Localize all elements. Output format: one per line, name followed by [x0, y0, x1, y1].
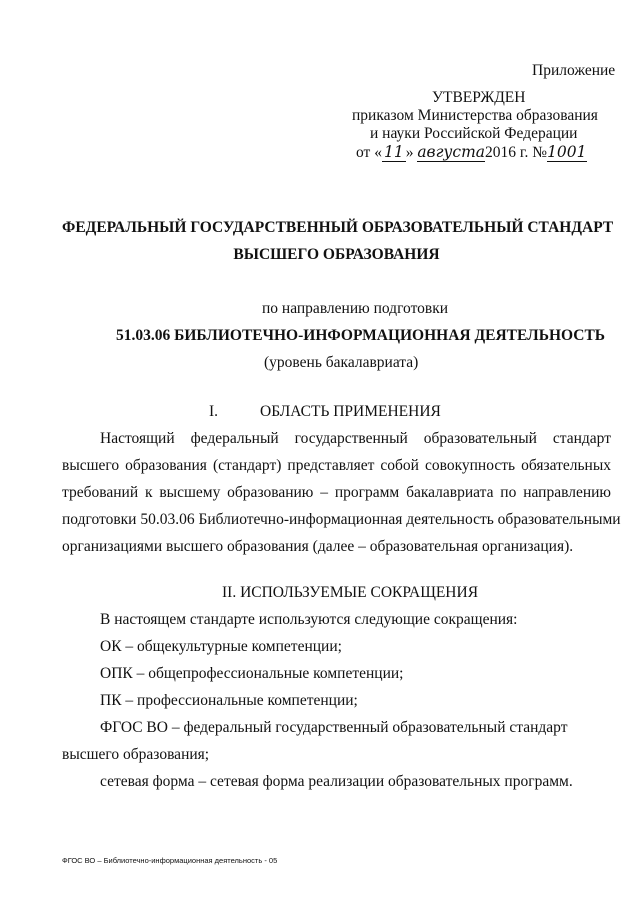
date-month: августа — [417, 143, 486, 161]
section-1-line-5: организациями высшего образования (далее – образовательная организация). — [62, 538, 574, 555]
abbrev-fgos-cont: высшего образования; — [62, 746, 210, 763]
abbrev-fgos: ФГОС ВО – федеральный государственный образовательный стандарт — [100, 719, 568, 736]
appendix-label: Приложение — [532, 62, 616, 79]
document-title-line-1: ФЕДЕРАЛЬНЫЙ ГОСУДАРСТВЕННЫЙ ОБРАЗОВАТЕЛЬНЫЙ СТАНДАРТ — [62, 219, 614, 236]
order-number: 1001 — [547, 143, 587, 161]
order-date-line — [356, 143, 587, 162]
abbrev-network-form: сетевая форма – сетевая форма реализации образовательных программ. — [100, 773, 573, 790]
level-label: (уровень бакалавриата) — [264, 354, 419, 371]
section-1-line-2: высшего образования (стандарт) представляет собой совокупность обязательных — [62, 457, 611, 474]
direction-label: по направлению подготовки — [262, 300, 449, 317]
date-day: 11 — [383, 143, 404, 161]
section-1-line-3: требований к высшему образованию – программ бакалавриата по направлению — [62, 484, 611, 501]
page-footer: ФГОС ВО – Библиотечно-информационная деятельность - 05 — [62, 856, 278, 865]
abbrev-opk: ОПК – общепрофессиональные компетенции; — [100, 665, 404, 682]
approved-label: УТВЕРЖДЕН — [432, 89, 526, 106]
date-year: 2016 г. № — [485, 144, 548, 161]
abbrev-pk: ПК – профессиональные компетенции; — [100, 692, 358, 709]
date-prefix: от « — [356, 144, 382, 161]
section-1-line-1: Настоящий федеральный государственный образовательный стандарт — [100, 430, 611, 447]
order-line-1: приказом Министерства образования — [352, 107, 598, 124]
section-2-intro: В настоящем стандарте используются следующие сокращения: — [100, 611, 518, 628]
section-1-line-4: подготовки 50.03.06 Библиотечно-информационная деятельность образовательными — [62, 511, 621, 528]
section-2-heading: II. ИСПОЛЬЗУЕМЫЕ СОКРАЩЕНИЯ — [222, 584, 479, 601]
section-1-heading: ОБЛАСТЬ ПРИМЕНЕНИЯ — [260, 403, 441, 420]
date-sep: » — [405, 144, 414, 161]
order-line-2: и науки Российской Федерации — [370, 125, 578, 142]
direction-code-name: 51.03.06 БИБЛИОТЕЧНО-ИНФОРМАЦИОННАЯ ДЕЯТЕЛЬНОСТЬ — [116, 327, 606, 344]
section-1-number: I. — [209, 403, 219, 420]
document-title-line-2: ВЫСШЕГО ОБРАЗОВАНИЯ — [233, 246, 440, 263]
abbrev-ok: ОК – общекультурные компетенции; — [100, 638, 342, 655]
